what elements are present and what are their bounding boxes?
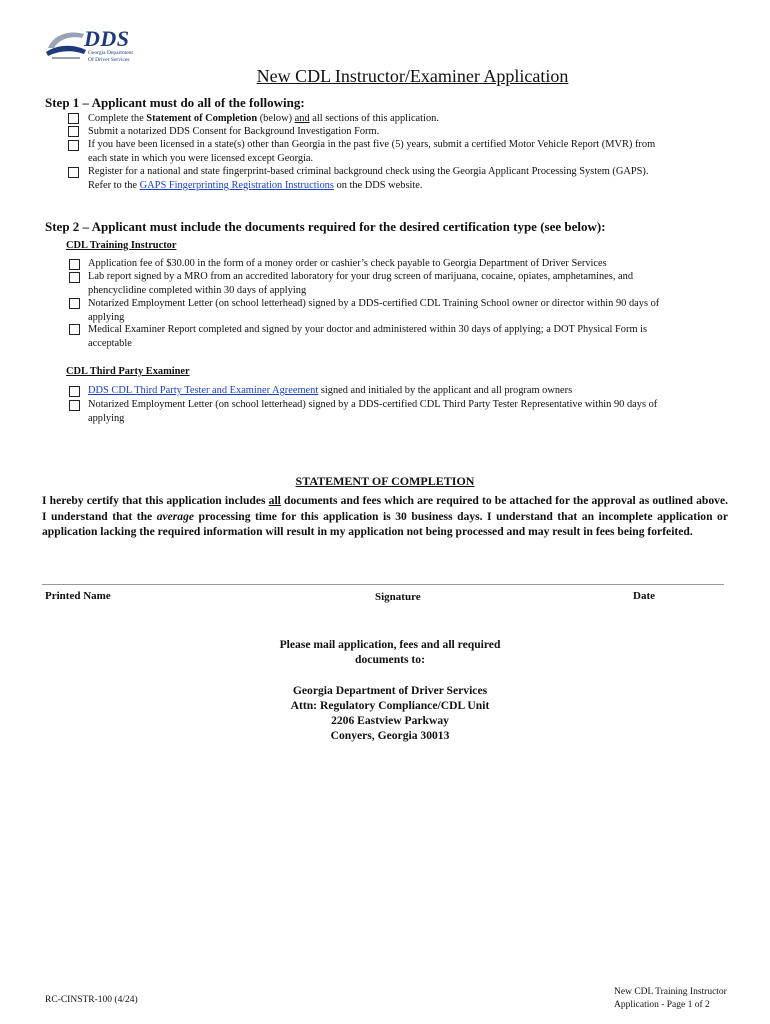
- footer-right-1: New CDL Training Instructor: [614, 987, 727, 997]
- step1-checkbox-1[interactable]: [68, 113, 79, 124]
- examiner-checkbox-1[interactable]: [69, 386, 80, 397]
- printed-name-label: Printed Name: [45, 590, 111, 602]
- statement-part-3: processing time for this application is 30 business days. I understand that an incomplete application or application lacking the required information will result in my application not being processed and may result in fees being forfeited.: [42, 509, 728, 539]
- address-line-4: Conyers, Georgia 30013: [330, 729, 450, 742]
- third-party-agreement-link[interactable]: DDS CDL Third Party Tester and Examiner Agreement: [88, 385, 319, 396]
- page-title: New CDL Instructor/Examiner Application: [256, 66, 569, 86]
- statement-part-2: documents and fees which are required to be attached for the approval as outlined above. I understand that the: [42, 494, 728, 523]
- step1-item-3-line1: If you have been licensed in a state(s) other than Georgia in the past five (5) years, submit a certified Motor Vehicle Report (MVR) from: [88, 139, 656, 150]
- examiner-item-2: [88, 398, 657, 425]
- instructor-item-4: [88, 323, 647, 350]
- step1-item-1-text: Complete the: [88, 113, 147, 124]
- step1-item-4-pre: Refer to the: [88, 179, 140, 191]
- step1-item-1: [88, 112, 439, 126]
- signature-line[interactable]: [42, 584, 724, 585]
- instructor-item-3: [88, 297, 659, 324]
- step1-checkbox-3[interactable]: [68, 140, 79, 151]
- step1-heading: Step 1 – Applicant must do all of the following:: [45, 95, 305, 110]
- examiner-item-1: [88, 384, 572, 398]
- step1-item-4-line1: Register for a national and state fingerprint-based criminal background check using the Georgia Applicant Processing System (GAPS).: [88, 166, 649, 177]
- statement-average: average: [156, 509, 195, 523]
- address-line-3: 2206 Eastview Parkway: [331, 714, 449, 727]
- logo-subtitle-1: Georgia Department: [88, 50, 133, 56]
- logo-text: DDS: [84, 26, 130, 51]
- instructor-item-1: Application fee of $30.00 in the form of a money order or cashier’s check payable to Georgia Department of Driver Services: [88, 258, 607, 269]
- instructor-item-4-line1: Medical Examiner Report completed and signed by your doctor and administered within 30 days of applying; a DOT Physical Form is: [88, 324, 648, 335]
- instructor-checkbox-2[interactable]: [69, 272, 80, 283]
- examiner-item-1-post: signed and initialed by the applicant and all program owners: [318, 385, 573, 396]
- step1-item-4-line2: [88, 179, 648, 193]
- mail-line-1: Please mail application, fees and all required: [279, 638, 501, 651]
- step2-heading: Step 2 – Applicant must include the documents required for the desired certification type (see below):: [45, 219, 606, 234]
- instructor-item-2: [88, 270, 633, 297]
- examiner-item-2-line2: applying: [88, 412, 125, 424]
- address-line-1: Georgia Department of Driver Services: [292, 684, 488, 697]
- statement-ref: Statement of Completion: [146, 113, 258, 124]
- step1-item-3: [88, 138, 655, 165]
- instructor-item-3-line1: Notarized Employment Letter (on school letterhead) signed by a DDS-certified CDL Training School owner or director within 90 days of: [88, 298, 660, 309]
- step1-checkbox-4[interactable]: [68, 167, 79, 178]
- footer-page-info: [614, 986, 727, 1012]
- step1-item-3-line2: each state in which you were licensed except Georgia.: [88, 152, 314, 164]
- statement-all: all: [268, 494, 281, 507]
- date-label: Date: [633, 590, 655, 602]
- examiner-item-2-line1: Notarized Employment Letter (on school letterhead) signed by a DDS-certified CDL Third Party Tester Representative within 90 days of: [88, 399, 658, 410]
- cdl-third-party-examiner-heading: CDL Third Party Examiner: [66, 366, 190, 377]
- mailing-address: [180, 683, 600, 743]
- mail-instructions: [180, 637, 600, 667]
- dds-logo: [44, 22, 154, 66]
- instructor-checkbox-3[interactable]: [69, 298, 80, 309]
- examiner-checkbox-2[interactable]: [69, 400, 80, 411]
- step1-item-4-post: on the DDS website.: [333, 179, 423, 191]
- step1-item-2: Submit a notarized DDS Consent for Background Investigation Form.: [88, 126, 380, 137]
- cdl-training-instructor-heading: CDL Training Instructor: [66, 240, 177, 251]
- instructor-item-4-line2: acceptable: [88, 337, 132, 349]
- footer-right-2: Application - Page 1 of 2: [614, 1000, 710, 1010]
- step1-checkbox-2[interactable]: [68, 126, 79, 137]
- address-line-2: Attn: Regulatory Compliance/CDL Unit: [290, 699, 490, 712]
- gaps-instructions-link[interactable]: GAPS Fingerprinting Registration Instructions: [139, 179, 334, 191]
- instructor-item-2-line2: phencyclidine completed within 30 days of applying: [88, 284, 307, 296]
- statement-of-completion-text: [42, 493, 728, 540]
- statement-part-1: I hereby certify that this application includes: [42, 494, 269, 507]
- instructor-item-3-line2: applying: [88, 311, 125, 323]
- instructor-checkbox-1[interactable]: [69, 259, 80, 270]
- step1-item-4: [88, 165, 648, 192]
- instructor-checkbox-4[interactable]: [69, 324, 80, 335]
- statement-of-completion-title: STATEMENT OF COMPLETION: [295, 474, 475, 488]
- mail-line-2: documents to:: [355, 653, 425, 666]
- step1-item-1-and: and: [294, 113, 310, 124]
- step1-item-1-mid: (below): [257, 113, 295, 124]
- form-id: RC-CINSTR-100 (4/24): [45, 995, 138, 1005]
- step1-item-1-post: all sections of this application.: [309, 113, 439, 124]
- instructor-item-2-line1: Lab report signed by a MRO from an accredited laboratory for your drug screen of marijuana, cocaine, opiates, amphetamines, and: [88, 271, 634, 282]
- signature-label: Signature: [375, 591, 421, 603]
- georgia-state-icon: [44, 24, 88, 64]
- logo-subtitle-2: Of Driver Services: [88, 57, 130, 63]
